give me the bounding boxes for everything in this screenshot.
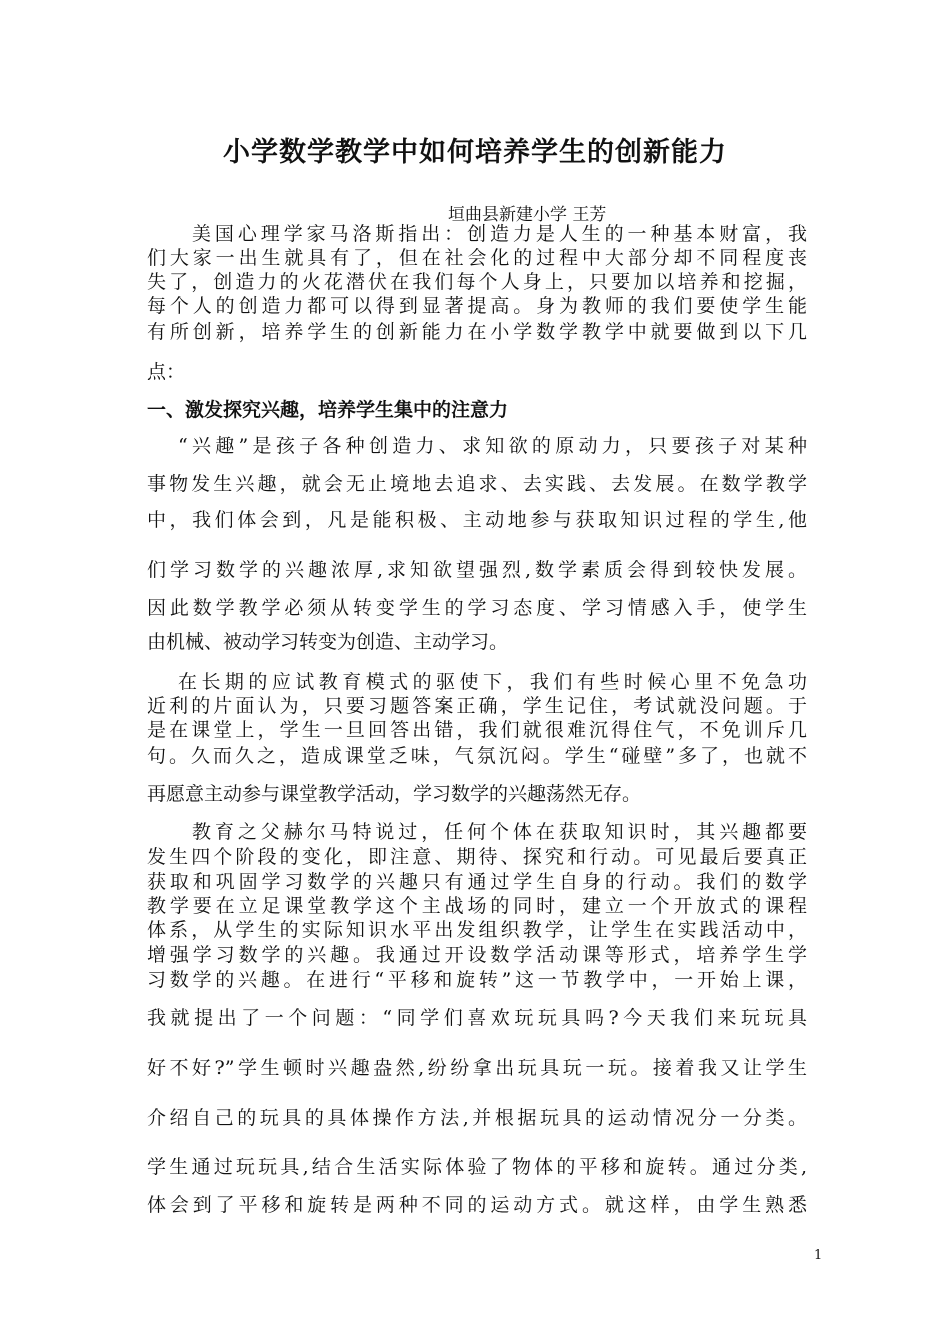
text-line: 增强学习数学的兴趣。我通过开设数学活动课等形式，培养学生学 (147, 944, 807, 966)
text-line: 获取和巩固学习数学的兴趣只有通过学生自身的行动。我们的数学 (147, 871, 807, 893)
text-line: 发生四个阶段的变化，即注意、期待、探究和行动。可见最后要真正 (147, 846, 807, 868)
text-line: 们大家一出生就具有了，但在社会化的过程中大部分却不同程度丧 (147, 247, 807, 269)
text-line: 因此数学教学必须从转变学生的学习态度、学习情感入手，使学生 (147, 597, 807, 619)
text-line: 有所创新，培养学生的创新能力在小学数学教学中就要做到以下几 (147, 321, 807, 343)
text-line: 点： (147, 361, 186, 383)
text-line: 每个人的创造力都可以得到显著提高。身为教师的我们要使学生能 (147, 295, 807, 317)
page-number: 1 (814, 1248, 823, 1263)
text-line: 教育之父赫尔马特说过，任何个体在获取知识时，其兴趣都要 (192, 821, 807, 843)
text-line: 事物发生兴趣，就会无止境地去追求、去实践、去发展。在数学教学 (147, 473, 807, 495)
text-line: 再愿意主动参与课堂教学活动，学习数学的兴趣荡然无存。 (147, 783, 642, 805)
document-title: 小学数学教学中如何培养学生的创新能力 (223, 137, 727, 168)
text-line: 在长期的应试教育模式的驱使下，我们有些时候心里不免急功 (178, 671, 807, 693)
text-line: 中，我们体会到，凡是能积极、主动地参与获取知识过程的学生,他 (147, 509, 807, 531)
text-line: 近利的片面认为，只要习题答案正确，学生记住，考试就没问题。于 (147, 695, 807, 717)
text-line: 失了，创造力的火花潜伏在我们每个人身上，只要加以培养和挖掘， (147, 271, 807, 293)
text-line: 习数学的兴趣。在进行“平移和旋转”这一节教学中，一开始上课， (147, 969, 807, 991)
text-line: 是在课堂上，学生一旦回答出错，我们就很难沉得住气，不免训斥几 (147, 719, 807, 741)
text-line: 我就提出了一个问题：“同学们喜欢玩玩具吗?今天我们来玩玩具 (147, 1007, 807, 1029)
text-line: 教学要在立足课堂教学这个主战场的同时，建立一个开放式的课程 (147, 895, 807, 917)
text-line: 由机械、被动学习转变为创造、主动学习。 (147, 631, 509, 653)
author-line: 垣曲县新建小学 王芳 (448, 205, 607, 225)
text-line: 体系，从学生的实际知识水平出发组织教学，让学生在实践活动中， (147, 919, 807, 941)
text-line: 美国心理学家马洛斯指出：创造力是人生的一种基本财富，我 (192, 223, 807, 245)
text-line: 们学习数学的兴趣浓厚,求知欲望强烈,数学素质会得到较快发展。 (147, 559, 807, 581)
text-line: 学生通过玩玩具,结合生活实际体验了物体的平移和旋转。通过分类, (147, 1156, 807, 1178)
section-heading: 一、激发探究兴趣，培养学生集中的注意力 (147, 399, 509, 421)
text-line: 介绍自己的玩具的具体操作方法,并根据玩具的运动情况分一分类。 (147, 1107, 807, 1129)
text-line: 句。久而久之，造成课堂乏味，气氛沉闷。学生“碰壁”多了，也就不 (147, 745, 807, 767)
text-line: “兴趣”是孩子各种创造力、求知欲的原动力，只要孩子对某种 (178, 435, 807, 457)
text-line: 好不好?”学生顿时兴趣盎然,纷纷拿出玩具玩一玩。接着我又让学生 (147, 1057, 807, 1079)
text-line: 体会到了平移和旋转是两种不同的运动方式。就这样，由学生熟悉 (147, 1194, 807, 1216)
